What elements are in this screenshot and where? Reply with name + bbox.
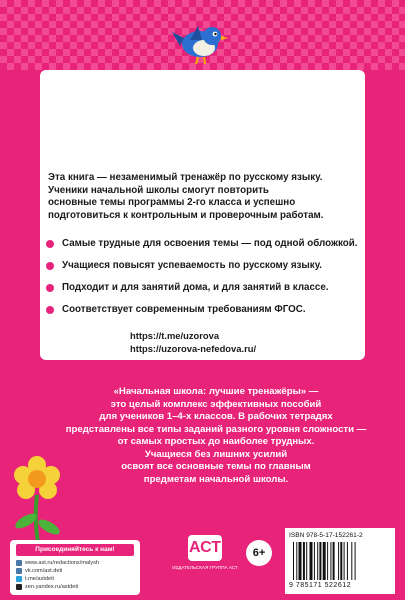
bullet-dot-icon [46,306,54,314]
bullet-dot-icon [46,284,54,292]
telegram-link[interactable]: https://t.me/uzorova [130,330,220,341]
social-row[interactable] [16,575,54,583]
series-description [56,386,376,486]
intro-line: основные темы программы 2-го класса и успешно [48,197,296,208]
barcode-bars [293,542,387,580]
social-row[interactable] [16,567,62,575]
feature-item [46,260,371,272]
social-link: www.ast.ru/redactions/malysh [25,560,99,566]
feature-text: Самые трудные для освоения темы — под одной обложкой. [62,238,358,249]
publisher-caption: ИЗДАТЕЛЬСКАЯ ГРУППА АСТ [172,565,238,570]
book-intro [48,172,368,222]
bullet-dot-icon [46,240,54,248]
age-rating-badge: 6+ [246,540,272,566]
barcode-number: 9 785171 522612 [289,582,351,589]
series-line: освоят все основные темы по главным [121,461,311,472]
author-bio-line: Ольга Васильевна Узорова — педагог-практик, [90,80,315,91]
author-links [130,330,256,355]
barcode-block [285,528,395,594]
author-bio [20,80,385,140]
website-link[interactable]: https://uzorova-nefedova.ru/ [130,342,257,354]
publisher-logo [172,535,238,585]
intro-line: Ученики начальной школы смогут повторить [48,184,269,196]
ast-logo: АСТ [188,535,222,561]
series-line: это целый комплекс эффективных пособий [110,398,322,410]
series-line: «Начальная школа: лучшие тренажёры» — [113,386,319,397]
zen-icon [16,584,22,590]
flower-illustration [6,455,68,545]
author-bio-line: из наиболее востребованных в России авторов учебных пособий. [42,128,363,139]
series-line: предметам начальной школы. [143,473,289,485]
feature-item [46,282,371,294]
telegram-icon [16,576,22,582]
author-bio-line: По результатам 2022 года О. В. Узорова признана одним [67,116,338,127]
social-row[interactable] [16,559,99,567]
join-us-banner: Присоединяйтесь к нам! [16,544,134,556]
social-link: vk.com/ast.deti [25,568,63,574]
social-row[interactable] [16,583,78,591]
author-bio-line: автор более 6 000 учебных, методических и развивающих пособий [41,92,364,103]
feature-list [46,238,371,326]
bird-illustration [170,18,230,66]
feature-item [46,304,371,316]
intro-line: подготовиться к контрольным и проверочным работам. [48,209,324,221]
feature-text: Подходит и для занятий дома, и для занятий в классе. [62,282,329,293]
feature-text: Соответствует современным требованиям ФГОС. [62,304,306,315]
vk-icon [16,568,22,574]
author-bio-line: для дошкольников и учеников младших классов. [83,104,322,115]
series-line: от самых простых до наиболее трудных. [117,436,315,447]
social-link: t.me/astdeti [25,576,54,582]
social-block [10,540,140,595]
bullet-dot-icon [46,262,54,270]
series-line: Учащиеся без лишних усилий [144,448,288,460]
series-line: для учеников 1–4-х классов. В рабочих тетрадях [99,411,333,422]
series-line: представлены все типы заданий разного уровня сложности — [65,423,367,435]
feature-item [46,238,371,250]
isbn-text: ISBN 978-5-17-152261-2 [289,532,363,539]
feature-text: Учащиеся повысят успеваемость по русскому языку. [62,260,323,271]
globe-icon [16,560,22,566]
social-link: zen.yandex.ru/astdeti [25,584,79,590]
intro-line: Эта книга — незаменимый тренажёр по русскому языку. [48,172,323,183]
